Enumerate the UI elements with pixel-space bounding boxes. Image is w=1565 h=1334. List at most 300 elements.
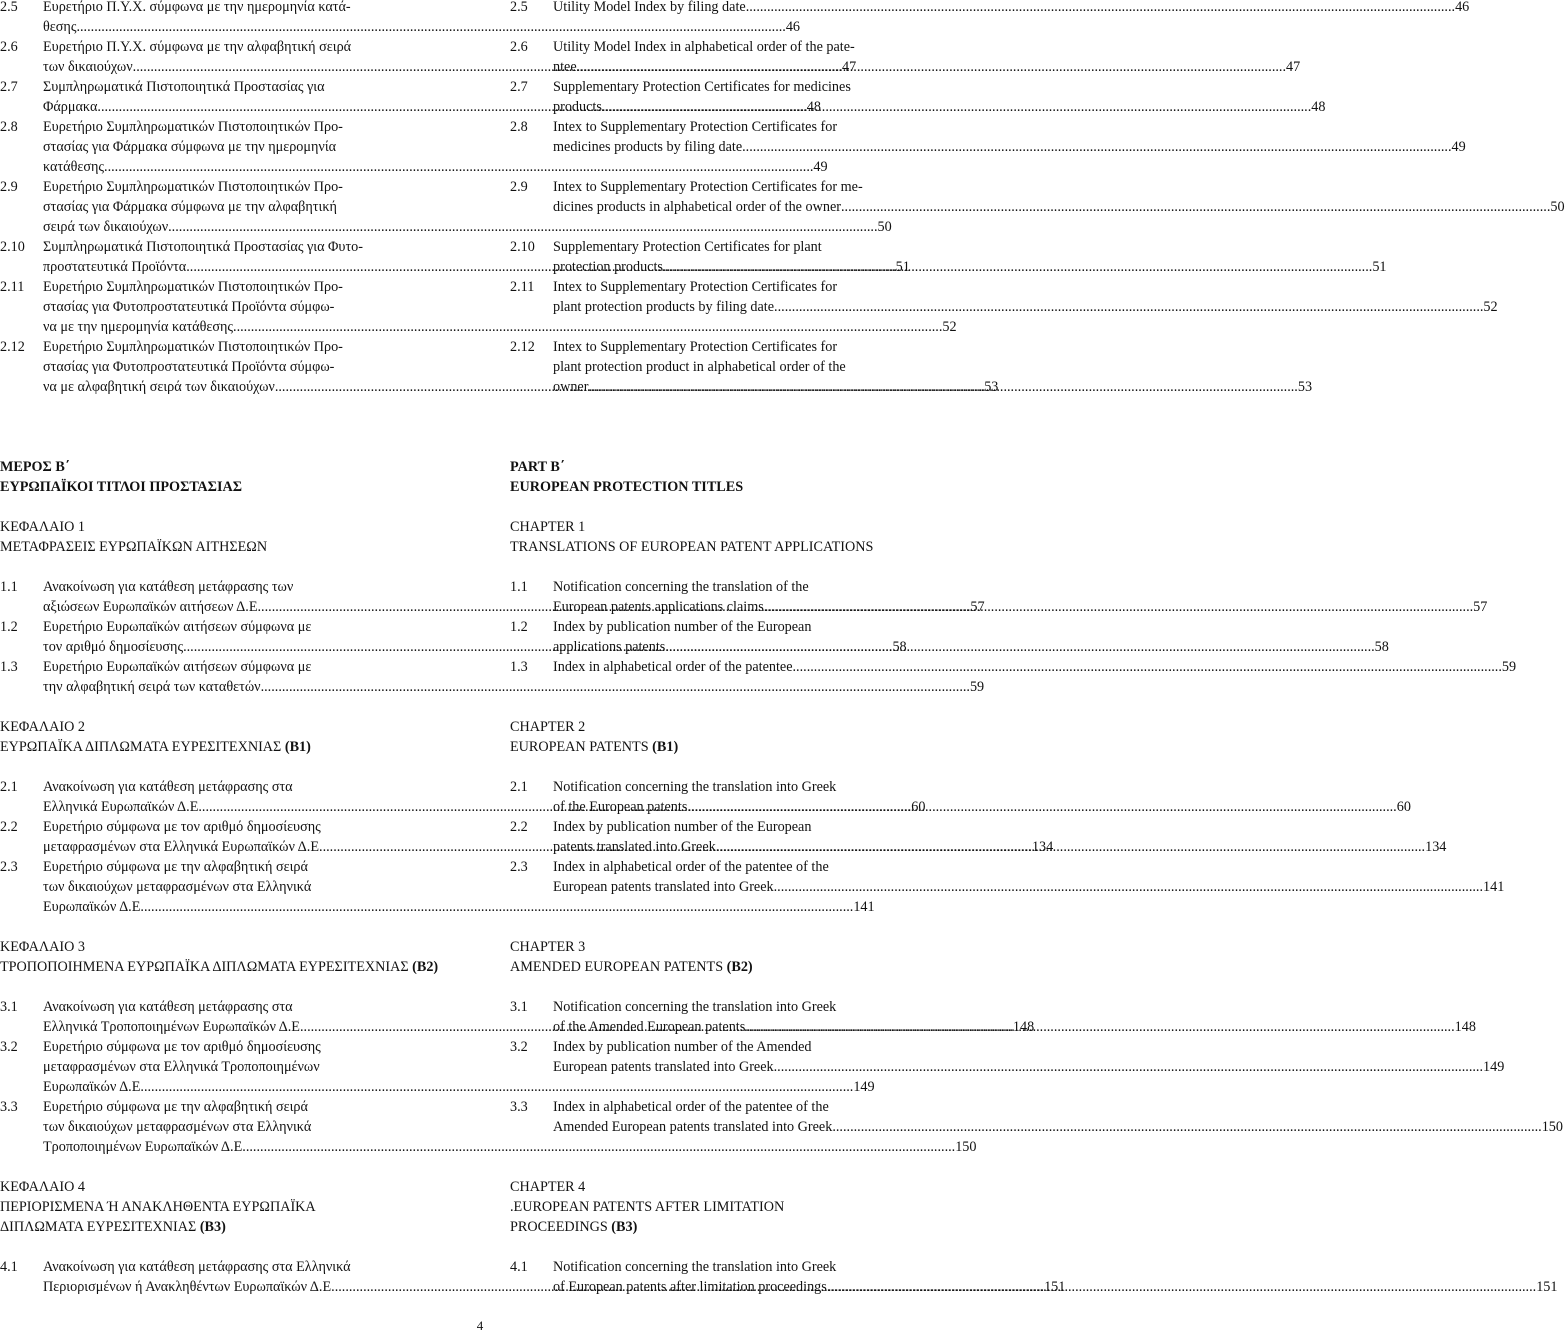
entry-text: Ευρωπαϊκών Δ.Ε.	[43, 899, 144, 915]
heading-text: ΚΕΦΑΛΑΙΟ 4	[0, 1179, 85, 1195]
dot-leader	[774, 1057, 1483, 1077]
entry-text: προστατευτικά Προϊόντα	[43, 259, 187, 275]
toc-entry-line	[510, 817, 962, 837]
section-number: 2.6	[0, 39, 18, 55]
toc-entry-with-page	[553, 837, 1447, 857]
toc-entry-line	[510, 357, 962, 377]
entry-text: Notification concerning the translation into Greek	[553, 1259, 837, 1275]
heading-text: PROCEEDINGS	[510, 1219, 608, 1235]
section-number: 2.2	[0, 819, 18, 835]
toc-entry-line	[0, 177, 462, 197]
heading-text: CHAPTER 3	[510, 939, 586, 955]
toc-entry-line	[0, 277, 462, 297]
heading-text: TRANSLATIONS OF EUROPEAN PATENT APPLICATIONS	[510, 539, 874, 555]
heading-text: PART B΄	[510, 459, 565, 475]
entry-text: Amended European patents translated into Greek	[553, 1119, 833, 1135]
toc-entry-line	[510, 637, 1389, 657]
section-number: 2.10	[0, 239, 25, 255]
toc-entry-line	[0, 297, 462, 317]
dot-leader	[742, 137, 1451, 157]
section-number: 2.9	[0, 179, 18, 195]
page-ref: 52	[1483, 299, 1498, 315]
entry-text: Notification concerning the translation into Greek	[553, 999, 837, 1015]
dot-leader	[841, 197, 1550, 217]
entry-text: θεσης	[43, 19, 77, 35]
toc-entry-with-page	[553, 1017, 1476, 1037]
toc-entry-with-page	[553, 257, 1387, 277]
page-ref: 47	[842, 59, 857, 75]
toc-entry-with-page	[553, 1057, 1505, 1077]
toc-entry-with-page	[43, 677, 985, 697]
entry-text: of European patents after limitation proceedings	[553, 1279, 827, 1295]
section-number: 1.1	[0, 579, 18, 595]
page-ref: 59	[969, 679, 985, 695]
chapter-heading	[510, 1217, 962, 1237]
heading-text: CHAPTER 1	[510, 519, 586, 535]
entry-text: of the Amended European patents	[553, 1019, 746, 1035]
toc-entry-line	[0, 1037, 462, 1057]
kind-code: (Β2)	[412, 959, 439, 975]
page-ref: 57	[1473, 599, 1488, 615]
entry-text: κατάθεσης	[43, 159, 105, 175]
toc-entry-with-page	[553, 297, 1498, 317]
part-heading	[510, 457, 962, 477]
section-number: 2.1	[0, 779, 18, 795]
entry-text: medicines products by filing date	[553, 139, 743, 155]
heading-text: ΚΕΦΑΛΑΙΟ 3	[0, 939, 85, 955]
entry-text: στασίας για Φυτοπροστατευτικά Προϊόντα σύμφω-	[43, 359, 335, 375]
entry-text: Ευρετήριο Συμπληρωματικών Πιστοποιητικών Προ-	[43, 279, 343, 295]
entry-text: Index by publication number of the European	[553, 819, 812, 835]
section-number: 2.10	[510, 239, 535, 255]
toc-entry-with-page	[553, 197, 1565, 217]
page-ref: 149	[1483, 1059, 1505, 1075]
heading-text: ΚΕΦΑΛΑΙΟ 1	[0, 519, 85, 535]
entry-text: στασίας για Φάρμακα σύμφωνα με την ημερομηνία	[43, 139, 337, 155]
entry-text: Intex to Supplementary Protection Certificates for	[553, 339, 838, 355]
entry-text: Index by publication number of the European	[553, 619, 812, 635]
toc-entry-with-page	[43, 317, 957, 337]
chapter-heading	[510, 737, 962, 757]
toc-entry-with-page	[553, 1277, 1558, 1297]
entry-text: European patents translated into Greek	[553, 1059, 774, 1075]
entry-text: Notification concerning the translation into Greek	[553, 779, 837, 795]
toc-entry-line	[510, 797, 1411, 817]
toc-entry-with-page	[43, 1137, 977, 1157]
page-ref: 49	[1451, 139, 1466, 155]
entry-text: Notification concerning the translation of the	[553, 579, 809, 595]
heading-text: ΜΕΤΑΦΡΑΣΕΙΣ ΕΥΡΩΠΑΪΚΩΝ ΑΙΤΗΣΕΩΝ	[0, 539, 268, 555]
toc-entry-line	[510, 837, 1447, 857]
dot-leader	[588, 377, 1297, 397]
dot-leader	[774, 877, 1483, 897]
toc-entry-line	[0, 157, 828, 177]
toc-entry-line	[0, 77, 462, 97]
chapter-heading	[510, 537, 962, 557]
section-number: 2.9	[510, 179, 528, 195]
toc-entry-line	[0, 1117, 462, 1137]
entry-text: Συμπληρωματικά Πιστοποιητικά Προστασίας για	[43, 79, 325, 95]
entry-text: των δικαιούχων μεταφρασμένων στα Ελληνικά	[43, 1119, 312, 1135]
toc-entry-line	[510, 0, 1470, 17]
section-number: 2.11	[510, 279, 535, 295]
entry-text: European patents applications claims	[553, 599, 764, 615]
toc-entry-with-page	[553, 597, 1488, 617]
entry-text: μεταφρασμένων στα Ελληνικά Ευρωπαϊκών Δ.Ε.	[43, 839, 323, 855]
entry-text: Τροποποιημένων Ευρωπαϊκών Δ.Ε.	[43, 1139, 246, 1155]
toc-entry-line	[510, 657, 1517, 677]
page-ref: 141	[853, 899, 875, 915]
entry-text: Ελληνικά Ευρωπαϊκών Δ.Ε.	[43, 799, 202, 815]
dot-leader	[665, 637, 1374, 657]
toc-entry-line	[510, 57, 1301, 77]
toc-entry-line	[0, 877, 462, 897]
dot-leader	[144, 897, 853, 917]
toc-entry-line	[510, 1037, 962, 1057]
toc-entry-with-page	[553, 877, 1505, 897]
chapter-heading	[0, 1177, 462, 1197]
section-number: 2.8	[0, 119, 18, 135]
section-number: 3.1	[510, 999, 528, 1015]
part-heading	[0, 457, 462, 477]
entry-text: Ευρετήριο Π.Υ.Χ. σύμφωνα με την ημερομηνία κατά-	[43, 0, 351, 15]
section-number: 2.5	[510, 0, 528, 15]
toc-entry-line	[510, 1017, 1476, 1037]
kind-code: (Β1)	[284, 739, 311, 755]
entry-text: αξιώσεων Ευρωπαϊκών αιτήσεων Δ.Ε.	[43, 599, 262, 615]
toc-entry-line	[0, 897, 875, 917]
page-ref: 150	[1541, 1119, 1563, 1135]
heading-text: CHAPTER 2	[510, 719, 586, 735]
toc-entry-line	[510, 37, 962, 57]
part-heading	[510, 477, 962, 497]
page-ref: 58	[892, 639, 907, 655]
entry-text: τον αριθμό δημοσίευσης	[43, 639, 184, 655]
section-number: 2.6	[510, 39, 528, 55]
toc-entry-line	[0, 1077, 875, 1097]
entry-text: Intex to Supplementary Protection Certificates for me-	[553, 179, 863, 195]
toc-entry-line	[0, 0, 462, 17]
entry-text: Ευρετήριο Συμπληρωματικών Πιστοποιητικών Προ-	[43, 339, 343, 355]
section-number: 2.8	[510, 119, 528, 135]
page-ref: 53	[1297, 379, 1313, 395]
entry-text: την αλφαβητική σειρά των καταθετών	[43, 679, 261, 695]
dot-leader	[827, 1277, 1536, 1297]
section-number: 3.2	[510, 1039, 528, 1055]
heading-text: EUROPEAN PATENTS	[510, 739, 649, 755]
section-number: 2.12	[0, 339, 25, 355]
entry-text: patents translated into Greek	[553, 839, 716, 855]
entry-text: στασίας για Φυτοπροστατευτικά Προϊόντα σύμφω-	[43, 299, 335, 315]
chapter-heading	[0, 1217, 462, 1237]
toc-entry-line	[510, 877, 1505, 897]
kind-code: (B1)	[652, 739, 679, 755]
toc-entry-line	[0, 857, 462, 877]
page-ref: 57	[970, 599, 985, 615]
page-ref: 134	[1425, 839, 1447, 855]
section-number: 3.3	[0, 1099, 18, 1115]
toc-entry-line	[510, 117, 962, 137]
entry-text: Supplementary Protection Certificates for medicines	[553, 79, 851, 95]
entry-text: Utility Model Index by filing date	[553, 0, 746, 15]
entry-text: σειρά των δικαιούχων	[43, 219, 169, 235]
toc-entry-line	[510, 337, 962, 357]
entry-text: Utility Model Index in alphabetical order of the pate-	[553, 39, 855, 55]
toc-entry-line	[0, 1097, 462, 1117]
toc-entry-line	[0, 1137, 977, 1157]
entry-text: Ευρετήριο σύμφωνα με την αλφαβητική σειρά	[43, 1099, 308, 1115]
section-number: 2.5	[0, 0, 18, 15]
entry-text: Index in alphabetical order of the patentee	[553, 659, 793, 675]
section-number: 2.11	[0, 279, 25, 295]
page-ref: 48	[806, 99, 821, 115]
entry-text: των δικαιούχων μεταφρασμένων στα Ελληνικά	[43, 879, 312, 895]
section-number: 1.2	[510, 619, 528, 635]
heading-text: EUROPEAN PROTECTION TITLES	[510, 479, 744, 495]
toc-entry-line	[510, 197, 1565, 217]
page-ref: 58	[1374, 639, 1389, 655]
dot-leader	[602, 97, 1311, 117]
entry-text: να με αλφαβητική σειρά των δικαιούχων	[43, 379, 275, 395]
toc-entry-line	[510, 77, 962, 97]
dot-leader	[716, 837, 1425, 857]
entry-text: Ανακοίνωση για κατάθεση μετάφρασης των	[43, 579, 294, 595]
toc-entry-with-page	[43, 1077, 875, 1097]
section-number: 2.1	[510, 779, 528, 795]
page-ref: 148	[1454, 1019, 1476, 1035]
section-number: 2.12	[510, 339, 535, 355]
toc-entry-line	[510, 597, 1488, 617]
toc-entry-line	[510, 997, 962, 1017]
toc-entry-line	[510, 857, 962, 877]
chapter-heading	[0, 737, 462, 757]
entry-text: Ευρετήριο Συμπληρωματικών Πιστοποιητικών Προ-	[43, 179, 343, 195]
entry-text: στασίας για Φάρμακα σύμφωνα με την αλφαβητική	[43, 199, 337, 215]
toc-entry-line	[510, 777, 962, 797]
page-ref: 46	[1455, 0, 1470, 15]
dot-leader	[832, 1117, 1541, 1137]
toc-entry-line	[0, 997, 462, 1017]
entry-text: of the European patents	[553, 799, 688, 815]
page-ref: 59	[1501, 659, 1517, 675]
heading-text: ΕΥΡΩΠΑΪΚΑ ΔΙΠΛΩΜΑΤΑ ΕΥΡΕΣΙΤΕΧΝΙΑΣ	[0, 739, 282, 755]
page-ref: 150	[955, 1139, 977, 1155]
entry-text: Φάρμακα	[43, 99, 98, 115]
toc-entry-line	[510, 237, 962, 257]
toc-entry-line	[510, 1057, 1505, 1077]
kind-code: (Β3)	[199, 1219, 226, 1235]
dot-leader	[774, 297, 1483, 317]
toc-entry-line	[0, 617, 462, 637]
toc-entry-line	[510, 177, 962, 197]
section-number: 1.2	[0, 619, 18, 635]
entry-text: Ευρετήριο σύμφωνα με την αλφαβητική σειρά	[43, 859, 308, 875]
toc-entry-with-page	[553, 1117, 1563, 1137]
entry-text: protection products	[553, 259, 663, 275]
section-number: 4.1	[0, 1259, 18, 1275]
page-ref: 50	[1550, 199, 1565, 215]
entry-text: European patents translated into Greek	[553, 879, 774, 895]
chapter-heading	[0, 1197, 462, 1217]
section-number: 2.3	[510, 859, 528, 875]
toc-entry-line	[0, 17, 801, 37]
chapter-heading	[510, 717, 962, 737]
entry-text: των δικαιούχων	[43, 59, 133, 75]
toc-entry-line	[0, 37, 462, 57]
entry-text: Ευρετήριο Συμπληρωματικών Πιστοποιητικών Προ-	[43, 119, 343, 135]
entry-text: Ευρετήριο Π.Υ.Χ. σύμφωνα με την αλφαβητική σειρά	[43, 39, 352, 55]
chapter-heading	[0, 517, 462, 537]
dot-leader	[687, 797, 1396, 817]
toc-entry-with-page	[553, 377, 1313, 397]
dot-leader	[144, 1077, 853, 1097]
entry-text: Ανακοίνωση για κατάθεση μετάφρασης στα	[43, 999, 293, 1015]
entry-text: Ελληνικά Τροποποιημένων Ευρωπαϊκών Δ.Ε.	[43, 1019, 304, 1035]
toc-entry-line	[0, 237, 462, 257]
entry-text: να με την ημερομηνία κατάθεσης	[43, 319, 234, 335]
entry-text: products	[553, 99, 602, 115]
kind-code: (B3)	[611, 1219, 638, 1235]
toc-entry-line	[0, 777, 462, 797]
page-ref: 151	[1044, 1279, 1066, 1295]
toc-entry-line	[0, 1257, 462, 1277]
page-ref: 60	[911, 799, 926, 815]
heading-text: AMENDED EUROPEAN PATENTS	[510, 959, 724, 975]
section-number: 2.7	[510, 79, 528, 95]
toc-entry-with-page	[553, 137, 1466, 157]
dot-leader	[76, 17, 785, 37]
dot-leader	[104, 157, 813, 177]
entry-text: Ανακοίνωση για κατάθεση μετάφρασης στα	[43, 779, 293, 795]
part-heading	[0, 477, 462, 497]
page-ref: 134	[1031, 839, 1054, 855]
heading-text: CHAPTER 4	[510, 1179, 586, 1195]
entry-text: Ευρετήριο Ευρωπαϊκών αιτήσεων σύμφωνα με	[43, 619, 312, 635]
page-ref: 151	[1536, 1279, 1558, 1295]
page-ref: 52	[942, 319, 957, 335]
chapter-heading	[510, 957, 962, 977]
dot-leader	[793, 657, 1502, 677]
toc-entry-line	[510, 377, 1313, 397]
entry-text: Index in alphabetical order of the patentee of the	[553, 859, 829, 875]
toc-entry-line	[0, 577, 462, 597]
toc-entry-with-page	[553, 797, 1411, 817]
page-ref: 148	[1012, 1019, 1035, 1035]
section-number: 2.2	[510, 819, 528, 835]
toc-entry-line	[510, 97, 1326, 117]
chapter-heading	[0, 537, 462, 557]
entry-text: dicines products in alphabetical order of the owner	[553, 199, 841, 215]
entry-text: Ευρετήριο Ευρωπαϊκών αιτήσεων σύμφωνα με	[43, 659, 312, 675]
section-number: 3.3	[510, 1099, 528, 1115]
section-number: 3.1	[0, 999, 18, 1015]
page-ref: 141	[1483, 879, 1505, 895]
heading-text: ΚΕΦΑΛΑΙΟ 2	[0, 719, 85, 735]
dot-leader	[746, 0, 1455, 17]
toc-entry-line	[0, 677, 985, 697]
section-number: 2.7	[0, 79, 18, 95]
toc-entry-with-page	[43, 217, 892, 237]
page-ref: 51	[1372, 259, 1387, 275]
heading-text: .EUROPEAN PATENTS AFTER LIMITATION	[510, 1199, 785, 1215]
chapter-heading	[0, 717, 462, 737]
page-ref: 149	[853, 1079, 875, 1095]
section-number: 2.3	[0, 859, 18, 875]
toc-entry-with-page	[43, 157, 828, 177]
dot-leader	[663, 257, 1372, 277]
toc-entry-line	[0, 337, 462, 357]
toc-entry-line	[0, 817, 462, 837]
entry-text: Περιορισμένων ή Ανακληθέντων Ευρωπαϊκών Δ.Ε.	[43, 1279, 335, 1295]
toc-entry-line	[510, 137, 1466, 157]
dot-leader	[246, 1137, 955, 1157]
toc-entry-with-page	[553, 657, 1517, 677]
toc-entry-with-page	[43, 897, 875, 917]
heading-text: ΤΡΟΠΟΠΟΙΗΜΕΝΑ ΕΥΡΩΠΑΪΚΑ ΔΙΠΛΩΜΑΤΑ ΕΥΡΕΣΙΤΕΧΝΙΑΣ	[0, 959, 409, 975]
toc-entry-line	[0, 317, 957, 337]
page-ref: 51	[895, 259, 910, 275]
dot-leader	[764, 597, 1473, 617]
section-number: 4.1	[510, 1259, 528, 1275]
entry-text: Ευρωπαϊκών Δ.Ε.	[43, 1079, 144, 1095]
toc-entry-line	[510, 277, 962, 297]
entry-text: Συμπληρωματικά Πιστοποιητικά Προστασίας για Φυτο-	[43, 239, 363, 255]
page-ref: 50	[877, 219, 892, 235]
section-number: 3.2	[0, 1039, 18, 1055]
heading-text: ΕΥΡΩΠΑΪΚΟΙ ΤΙΤΛΟΙ ΠΡΟΣΤΑΣΙΑΣ	[0, 479, 242, 495]
chapter-heading	[510, 1177, 962, 1197]
toc-entry-with-page	[553, 57, 1301, 77]
section-number: 1.1	[510, 579, 528, 595]
entry-text: applications patents	[553, 639, 666, 655]
page-ref: 53	[984, 379, 999, 395]
entry-text: Index in alphabetical order of the patentee of the	[553, 1099, 829, 1115]
dot-leader	[261, 677, 970, 697]
toc-entry-line	[0, 1057, 462, 1077]
toc-entry-line	[510, 257, 1387, 277]
section-number: 1.3	[510, 659, 528, 675]
toc-entry-line	[510, 1257, 962, 1277]
chapter-heading	[0, 957, 462, 977]
toc-entry-line	[0, 357, 462, 377]
toc-entry-with-page	[43, 17, 801, 37]
dot-leader	[745, 1017, 1454, 1037]
dot-leader	[233, 317, 942, 337]
toc-entry-line	[0, 197, 462, 217]
entry-text: Intex to Supplementary Protection Certificates for	[553, 119, 838, 135]
page-ref: 49	[813, 159, 828, 175]
chapter-heading	[510, 517, 962, 537]
dot-leader	[168, 217, 877, 237]
heading-text: ΜΕΡΟΣ Β΄	[0, 459, 70, 475]
toc-entry-line	[510, 577, 962, 597]
entry-text: Supplementary Protection Certificates for plant	[553, 239, 822, 255]
toc-entry-line	[0, 657, 462, 677]
entry-text: plant protection products by filing date	[553, 299, 775, 315]
page-ref: 46	[785, 19, 801, 35]
page-number: 4	[476, 1318, 484, 1333]
entry-text: Ευρετήριο σύμφωνα με τον αριθμό δημοσίευσης	[43, 819, 321, 835]
entry-text: Index by publication number of the Amended	[553, 1039, 812, 1055]
toc-entry-with-page	[553, 97, 1326, 117]
chapter-heading	[0, 937, 462, 957]
entry-text: Ευρετήριο σύμφωνα με τον αριθμό δημοσίευσης	[43, 1039, 321, 1055]
page-ref: 47	[1286, 59, 1301, 75]
section-number: 1.3	[0, 659, 18, 675]
entry-text: owner	[553, 379, 589, 395]
page-ref: 60	[1396, 799, 1411, 815]
kind-code: (B2)	[726, 959, 753, 975]
